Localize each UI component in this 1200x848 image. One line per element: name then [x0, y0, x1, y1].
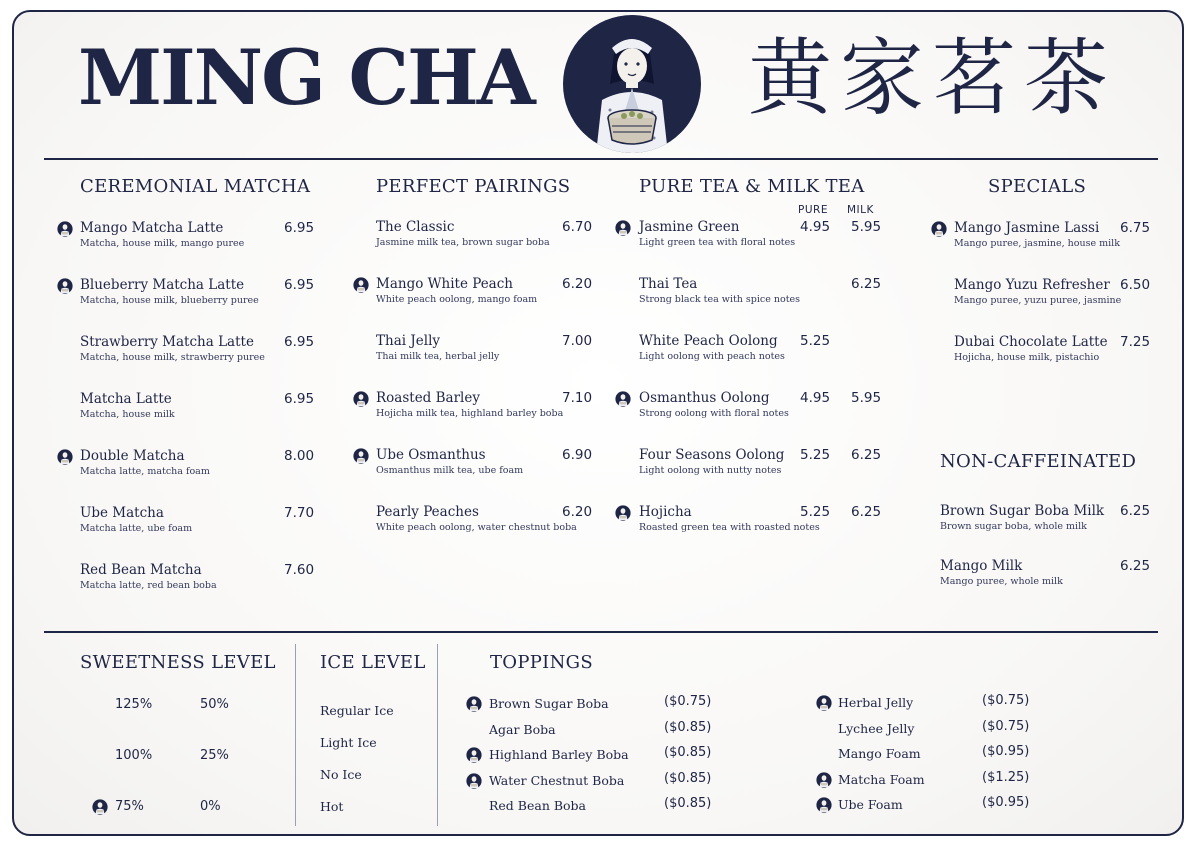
tea-girl-badge-icon	[816, 695, 832, 711]
item-name: Hojicha	[639, 504, 692, 520]
item-description: Matcha latte, ube foam	[80, 523, 193, 534]
item-description: Light green tea with floral notes	[639, 237, 796, 248]
column-divider	[295, 644, 296, 826]
tea-girl-badge-icon	[615, 220, 631, 236]
item-name: Mango Jasmine Lassi	[954, 220, 1100, 236]
sweetness-value: 75%	[115, 799, 144, 814]
tea-girl-badge-icon	[353, 448, 369, 464]
tea-girl-badge-icon	[466, 773, 482, 789]
tea-girl-badge-icon	[353, 277, 369, 293]
topping-price: ($0.75)	[982, 693, 1030, 708]
item-price-pure: 4.95	[800, 219, 831, 235]
item-name: Thai Tea	[639, 276, 698, 292]
ice-option: Regular Ice	[320, 703, 394, 718]
item-description: Mango puree, jasmine, house milk	[954, 238, 1120, 249]
item-description: Matcha latte, matcha foam	[80, 466, 210, 477]
item-name: Matcha Latte	[80, 391, 172, 407]
item-price-milk: 6.25	[851, 504, 882, 520]
item-name: Red Bean Matcha	[80, 562, 202, 578]
item-price: 6.90	[562, 447, 593, 463]
item-price: 7.10	[562, 390, 593, 406]
topping-name: Agar Boba	[489, 721, 556, 737]
item-name: Dubai Chocolate Latte	[954, 334, 1108, 350]
ice-option: Hot	[320, 799, 344, 814]
tea-girl-badge-icon	[615, 505, 631, 521]
sweetness-value: 100%	[115, 748, 153, 763]
section-title: PERFECT PAIRINGS	[376, 176, 571, 197]
ice-option: Light Ice	[320, 735, 377, 750]
topping-name: Highland Barley Boba	[489, 747, 629, 762]
item-description: Hojicha milk tea, highland barley boba	[376, 408, 564, 419]
tea-girl-badge-icon	[466, 696, 482, 712]
item-description: Strong black tea with spice notes	[639, 294, 801, 305]
item-name: Mango Yuzu Refresher	[954, 277, 1110, 293]
section-title: CEREMONIAL MATCHA	[80, 176, 311, 197]
section-title: NON-CAFFEINATED	[940, 451, 1137, 472]
item-name: Mango White Peach	[376, 276, 513, 292]
item-name: Osmanthus Oolong	[639, 390, 770, 406]
item-price: 8.00	[284, 448, 315, 464]
item-name: Pearly Peaches	[376, 504, 479, 520]
item-price: 6.50	[1120, 277, 1151, 293]
topping-name: Herbal Jelly	[838, 695, 914, 710]
item-description: Matcha, house milk, mango puree	[80, 238, 245, 249]
tea-girl-badge-icon	[816, 797, 832, 813]
tea-girl-badge-icon	[92, 799, 108, 815]
item-price-milk: 6.25	[851, 276, 882, 292]
ice-option: No Ice	[320, 767, 362, 782]
item-price: 6.95	[284, 277, 315, 293]
item-price: 6.20	[562, 504, 593, 520]
item-price: 6.70	[562, 219, 593, 235]
item-name: Strawberry Matcha Latte	[80, 334, 254, 350]
tea-girl-badge-icon	[57, 278, 73, 294]
item-name: Mango Matcha Latte	[80, 220, 224, 236]
topping-price: ($0.85)	[664, 745, 712, 760]
sweetness-value: 50%	[200, 697, 229, 712]
item-description: Hojicha, house milk, pistachio	[954, 352, 1100, 363]
tea-girl-badge-icon	[931, 221, 947, 237]
item-price-pure: 4.95	[800, 390, 831, 406]
brand-name-chinese: 黄家茗茶	[748, 29, 1117, 127]
topping-price: ($0.95)	[982, 795, 1030, 810]
item-price-pure: 5.25	[800, 447, 831, 463]
item-name: The Classic	[376, 219, 455, 235]
item-price: 6.20	[562, 276, 593, 292]
section-title: ICE LEVEL	[320, 652, 426, 673]
tea-girl-badge-icon	[615, 391, 631, 407]
item-price-milk: 6.25	[851, 447, 882, 463]
item-name: Thai Jelly	[376, 333, 441, 349]
item-name: Double Matcha	[80, 448, 185, 464]
sweetness-value: 125%	[115, 697, 153, 712]
tea-girl-badge-icon	[466, 747, 482, 763]
item-description: Matcha, house milk	[80, 409, 175, 420]
item-name: Jasmine Green	[639, 219, 740, 235]
item-name: Ube Matcha	[80, 505, 164, 521]
tea-girl-logo-icon	[562, 14, 702, 154]
item-price-pure: 5.25	[800, 504, 831, 520]
item-description: Strong oolong with floral notes	[639, 408, 789, 419]
item-name: Blueberry Matcha Latte	[80, 277, 245, 293]
item-price: 6.95	[284, 334, 315, 350]
topping-name: Lychee Jelly	[838, 720, 915, 736]
item-price-milk: 5.95	[851, 219, 882, 235]
topping-name: Matcha Foam	[838, 771, 925, 787]
item-price: 7.25	[1120, 334, 1151, 350]
section-title: PURE TEA & MILK TEA	[639, 176, 865, 197]
item-description: Matcha, house milk, strawberry puree	[80, 352, 265, 363]
item-description: White peach oolong, mango foam	[376, 294, 538, 305]
item-name: Brown Sugar Boba Milk	[940, 503, 1105, 519]
item-description: Brown sugar boba, whole milk	[940, 521, 1087, 532]
topping-price: ($0.85)	[664, 719, 712, 735]
item-name: White Peach Oolong	[639, 333, 778, 349]
sweetness-value: 0%	[200, 799, 221, 814]
topping-name: Mango Foam	[838, 746, 921, 761]
item-description: Mango puree, whole milk	[940, 576, 1063, 587]
item-description: Osmanthus milk tea, ube foam	[376, 465, 524, 476]
topping-name: Ube Foam	[838, 797, 903, 812]
column-header-milk: MILK	[847, 204, 874, 216]
brand-name-english: MING CHA	[78, 33, 534, 122]
item-price-pure: 5.25	[800, 333, 831, 349]
topping-price: ($0.85)	[664, 796, 712, 811]
topping-price: ($1.25)	[982, 769, 1030, 785]
item-description: Matcha latte, red bean boba	[80, 580, 217, 591]
topping-price: ($0.95)	[982, 744, 1030, 759]
item-description: Matcha, house milk, blueberry puree	[80, 295, 259, 306]
topping-name: Red Bean Boba	[489, 798, 587, 813]
item-description: White peach oolong, water chestnut boba	[376, 522, 577, 533]
tea-girl-badge-icon	[353, 391, 369, 407]
item-name: Mango Milk	[940, 558, 1023, 574]
item-price-milk: 5.95	[851, 390, 882, 406]
item-price: 7.70	[284, 505, 315, 521]
topping-price: ($0.85)	[664, 770, 712, 786]
item-price: 6.95	[284, 391, 315, 407]
topping-price: ($0.75)	[982, 718, 1030, 734]
section-title: TOPPINGS	[490, 652, 593, 673]
item-description: Jasmine milk tea, brown sugar boba	[376, 237, 550, 248]
item-description: Mango puree, yuzu puree, jasmine	[954, 295, 1122, 306]
item-description: Roasted green tea with roasted notes	[639, 522, 820, 533]
item-name: Four Seasons Oolong	[639, 447, 785, 463]
item-name: Ube Osmanthus	[376, 447, 486, 463]
sweetness-value: 25%	[200, 748, 229, 763]
topping-name: Brown Sugar Boba	[489, 696, 609, 711]
section-title: SPECIALS	[988, 176, 1087, 197]
footer-divider	[44, 631, 1158, 633]
item-description: Light oolong with peach notes	[639, 351, 785, 362]
item-name: Roasted Barley	[376, 390, 480, 406]
topping-price: ($0.75)	[664, 694, 712, 709]
item-price: 7.00	[562, 333, 593, 349]
item-price: 6.25	[1120, 503, 1151, 519]
item-price: 6.75	[1120, 220, 1151, 236]
item-price: 7.60	[284, 562, 315, 578]
header-divider	[44, 158, 1158, 160]
tea-girl-badge-icon	[57, 449, 73, 465]
tea-girl-badge-icon	[57, 221, 73, 237]
section-title: SWEETNESS LEVEL	[80, 652, 276, 673]
column-header-pure: PURE	[798, 204, 828, 216]
item-price: 6.95	[284, 220, 315, 236]
tea-girl-badge-icon	[816, 772, 832, 788]
topping-name: Water Chestnut Boba	[489, 772, 625, 788]
column-divider	[437, 644, 438, 826]
item-description: Thai milk tea, herbal jelly	[376, 351, 500, 362]
item-description: Light oolong with nutty notes	[639, 465, 782, 476]
item-price: 6.25	[1120, 558, 1151, 574]
